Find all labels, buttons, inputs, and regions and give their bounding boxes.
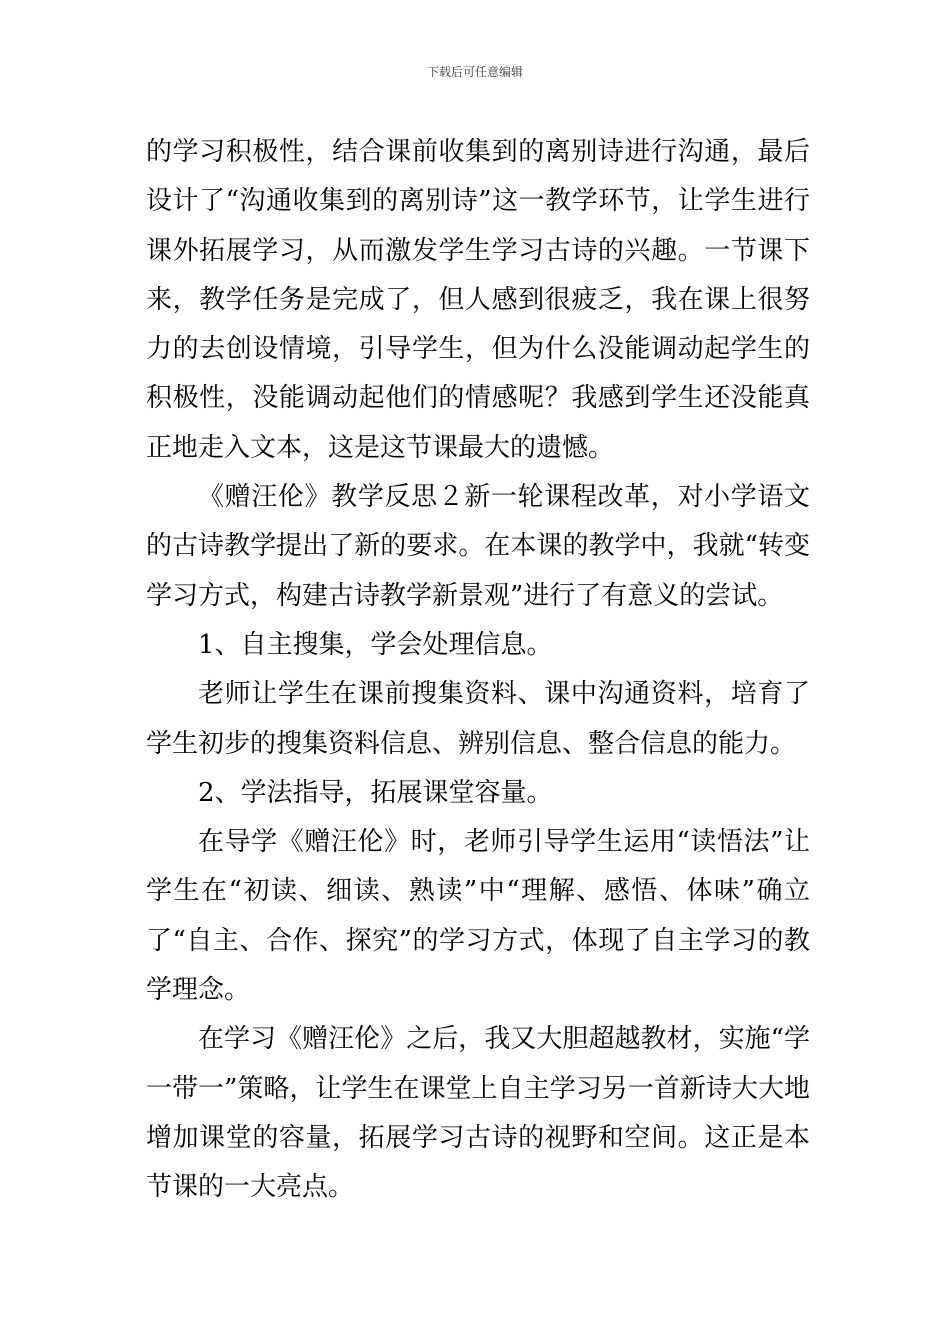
section-heading-1: 1、自主搜集，学会处理信息。	[198, 629, 553, 660]
paragraph-reflection-intro: 《赠汪伦》教学反思２新一轮课程改革，对小学语文的古诗教学提出了新的要求。在本课的教学中，我就“转变学习方式，构建古诗教学新景观”进行了有意义的尝试。	[146, 482, 810, 611]
page-header-note: 下载后可任意编辑	[426, 65, 523, 79]
paragraph-highlight: 在学习《赠汪伦》之后，我又大胆超越教材，实施“学一带一”策略，让学生在课堂上自主学习另一首新诗大大地增加课堂的容量，拓展学习古诗的视野和空间。这正是本节课的一大亮点。	[146, 1024, 810, 1203]
section-heading-2: 2、学法指导，拓展课堂容量。	[198, 777, 553, 808]
paragraph-section-1: 老师让学生在课前搜集资料、课中沟通资料，培育了学生初步的搜集资料信息、辨别信息、整合信息的能力。	[146, 679, 810, 759]
paragraph-section-2: 在导学《赠汪伦》时，老师引导学生运用“读悟法”让学生在“初读、细读、熟读”中“理解、感悟、体味”确立了“自主、合作、探究”的学习方式，体现了自主学习的教学理念。	[146, 827, 810, 1006]
paragraph-continuation: 的学习积极性，结合课前收集到的离别诗进行沟通，最后设计了“沟通收集到的离别诗”这一教学环节，让学生进行课外拓展学习，从而激发学生学习古诗的兴趣。一节课下来，教学任务是完成了，但人感到很疲乏，我在课上很努力的去创设情境，引导学生，但为什么没能调动起学生的积极性，没能调动起他们的情感呢？我感到学生还没能真正地走入文本，这是这节课最大的遗憾。	[146, 137, 810, 463]
document-body	[146, 128, 810, 1213]
